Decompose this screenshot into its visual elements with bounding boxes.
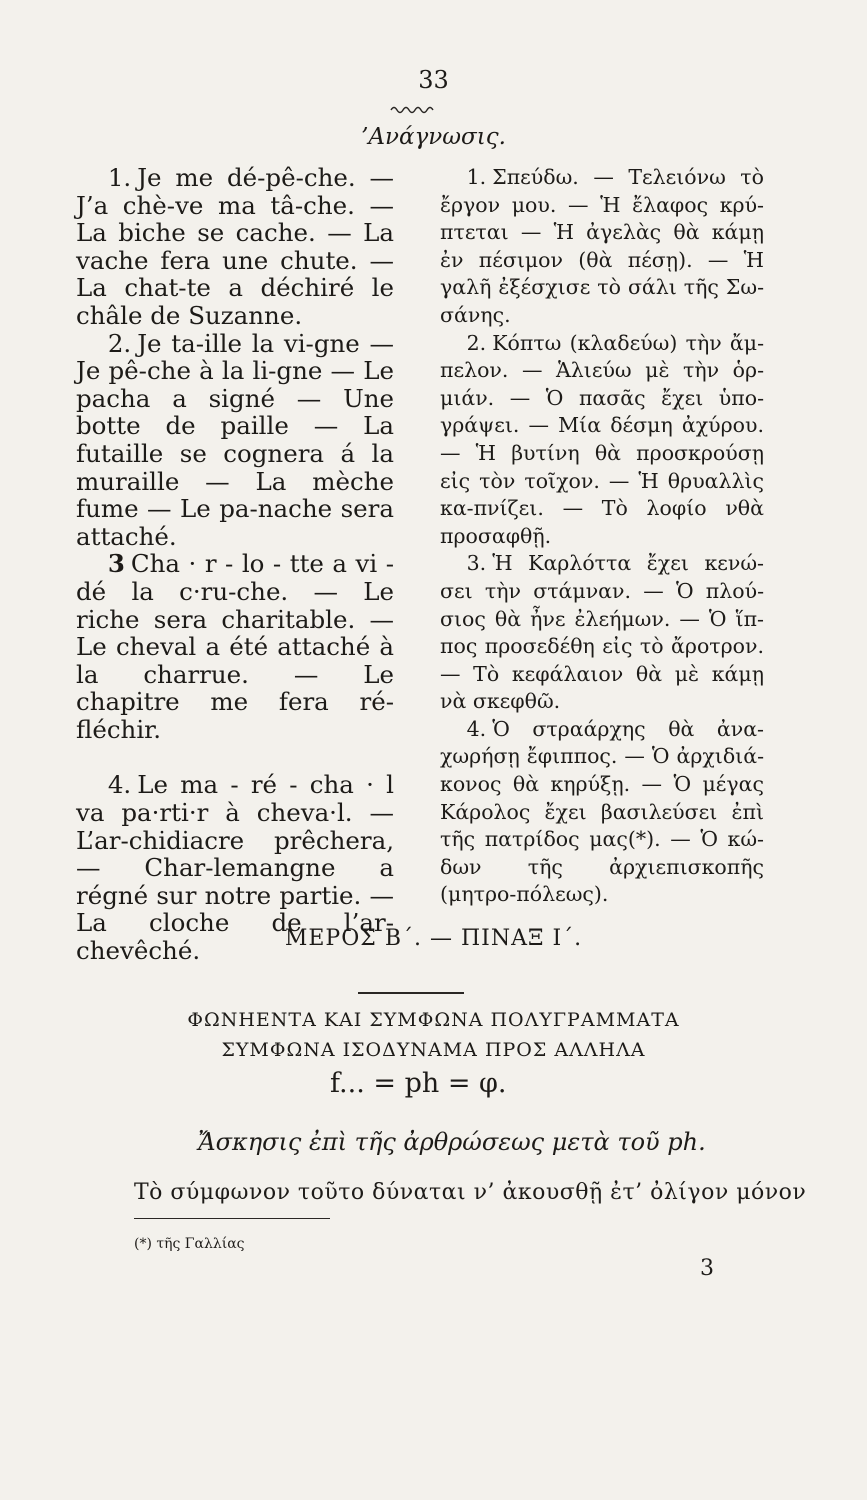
paragraph-number: 2. <box>107 328 132 358</box>
paragraph-text: Κόπτω (κλαδεύω) τὴν ἄμ-πελον. — Ἁλιεύω μὲ τὴν ὁρ-μιάν. — Ὁ πασᾶς ἔχει ὑπο-γράψει. — Μία δέσμη ἀχύρου. — Ἡ βυτίνη θὰ προσκρούσῃ εἰς τὸν τοῖχον. — Ἡ θρυαλλὶς κα-πνίζει. — Τὸ λοφίο νθὰ προσαφθῇ. <box>440 330 764 548</box>
paragraph-text: Le ma - ré - cha · l va pa·rti·r à cheva·l. — L’ar-chidiacre prêchera, — Char-lemangne a régné sur notre partie. — La cloche de l’ar-chevêché. <box>76 770 394 966</box>
paragraph-number: 1. <box>466 165 487 189</box>
superscript-la: la <box>131 576 154 606</box>
signature-mark: 3 <box>700 1256 714 1281</box>
part-title: ΜΕΡΟΣ Β΄. — ΠΙΝΑΞ Ι΄. <box>284 926 583 951</box>
section-heading-line-2: ΣΥΜΦΩΝΑ ΙΣΟΔΥΝΑΜΑ ΠΡΟΣ ΑΛΛΗΛΑ <box>221 1039 646 1061</box>
paragraph-text: Je me dé-pê-che. — J’a chè-ve ma tâ-che. — La biche se cache. — La vache fera une chute. — La chat-te a déchiré le châle de Suzanne. <box>76 163 394 330</box>
anagnosis-title: ’Ανάγνωσις. <box>361 124 506 150</box>
right-paragraph-3 <box>440 550 764 716</box>
footnote-rule <box>134 1218 330 1219</box>
left-column-french <box>76 164 394 965</box>
right-paragraph-4 <box>440 716 764 909</box>
paragraph-number: 3. <box>466 551 487 576</box>
equivalence-equation: f... = ph = φ. <box>330 1068 507 1099</box>
paragraph-number: 2. <box>466 330 487 355</box>
page-number: 33 <box>418 66 449 94</box>
paragraph-text: Ὁ στραάρχης θὰ ἀνα-χωρήσῃ ἔφιππος. — Ὁ ἀρχιδιά-κονος θὰ κηρύξῃ. — Ὁ μέγας Κάρολος ἔχει βασιλεύσει ἐπὶ τῆς πατρίδος μας(*). — Ὁ κώ-δων τῆς ἀρχιεπισκοπῆς (μητρο-πόλεως). <box>440 716 764 907</box>
paragraph-text-continued: c·ru-che. — Le riche sera charitable. — Le cheval a été attaché à la charrue. — Le chapitre me fera ré-fléchir. <box>76 576 394 744</box>
paragraph-number: 3 <box>107 549 125 579</box>
wavy-ornament-icon <box>390 104 434 114</box>
right-paragraph-1 <box>440 164 764 330</box>
paragraph-number: 4. <box>107 770 132 800</box>
footnote: (*) τῆς Γαλλίας <box>134 1236 245 1252</box>
right-column-greek <box>440 164 764 909</box>
exercise-title: Ἄσκησις ἐπὶ τῆς ἀρθρώσεως μετὰ τοῦ ph. <box>198 1128 706 1156</box>
divider-rule <box>358 992 464 994</box>
left-paragraph-2 <box>76 330 394 551</box>
paragraph-text: Σπεύδω. — Τελειόνω τὸ ἔργον μου. — Ἡ ἔλαφος κρύ-πτεται — Ἡ ἀγελὰς θὰ κάμῃ ἐν πέσιμον (θὰ πέσῃ). — Ἡ γαλῆ ἐξέσχισε τὸ σάλι τῆς Σω-σάνης. <box>440 165 764 327</box>
body-sentence: Τὸ σύμφωνον τοῦτο δύναται ν’ ἀκουσθῇ ἐτ’ ὀλίγον μόνον <box>134 1180 807 1205</box>
paragraph-text: Cha · r - lo - tte a vi - dé <box>76 549 394 606</box>
left-paragraph-1 <box>76 164 394 330</box>
paragraph-text: Je ta-ille la vi-gne — Je pê-che à la li-gne — Le pacha a signé — Une botte de paille — La futaille se cognera á la muraille — La mèche fume — Le pa-nache sera attaché. <box>76 328 394 551</box>
paragraph-text: Ἡ Καρλόττα ἔχει κενώ-σει τὴν στάμναν. — Ὁ πλού-σιος θὰ ἦνε ἐλεήμων. — Ὁ ἵπ-πος προσεδέθη εἰς τὸ ἄροτρον. — Τὸ κεφάλαιον θὰ μὲ κάμῃ νὰ σκεφθῶ. <box>440 551 764 714</box>
right-paragraph-2 <box>440 330 764 551</box>
paragraph-number: 4. <box>466 716 487 741</box>
paragraph-number: 1. <box>107 163 132 192</box>
left-paragraph-3 <box>76 550 394 743</box>
section-heading-line-1: ΦΩΝΗΕΝΤΑ ΚΑΙ ΣΥΜΦΩΝΑ ΠΟΛΥΓΡΑΜΜΑΤΑ <box>187 1009 680 1031</box>
